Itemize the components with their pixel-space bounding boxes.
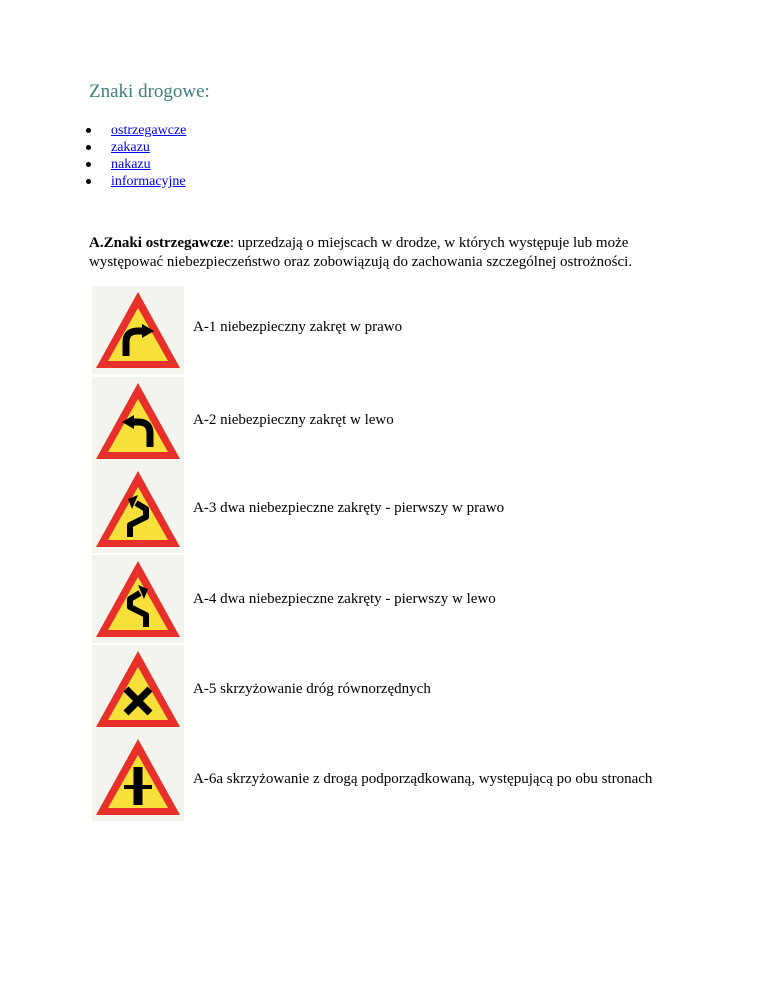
sign-row xyxy=(92,555,732,645)
intro-heading: A.Znaki ostrzegawcze xyxy=(89,235,230,251)
sign-label: A-6a skrzyżowanie z drogą podporządkowaną, występującą po obu stronach xyxy=(193,771,653,787)
link-zakazu[interactable]: zakazu xyxy=(111,140,150,155)
sign-row xyxy=(92,645,732,735)
list-item xyxy=(111,156,186,173)
link-informacyjne[interactable]: informacyjne xyxy=(111,174,186,189)
link-ostrzegawcze[interactable]: ostrzegawcze xyxy=(111,123,187,138)
link-list xyxy=(111,122,186,190)
list-item xyxy=(111,122,186,139)
sign-row xyxy=(92,465,732,555)
sign-row xyxy=(92,377,732,467)
double-curve-right-icon xyxy=(92,465,184,553)
sign-row xyxy=(92,286,732,376)
sign-label: A-2 niebezpieczny zakręt w lewo xyxy=(193,412,394,428)
page-title: Znaki drogowe: xyxy=(89,81,210,102)
link-nakazu[interactable]: nakazu xyxy=(111,157,151,172)
curve-left-icon xyxy=(92,377,184,465)
list-item xyxy=(111,139,186,156)
curve-right-icon xyxy=(92,286,184,374)
sign-label: A-1 niebezpieczny zakręt w prawo xyxy=(193,319,403,335)
priority-crossroad-icon xyxy=(92,733,184,821)
sign-label: A-4 dwa niebezpieczne zakręty - pierwszy w lewo xyxy=(193,591,496,607)
intro-text: : uprzedzają o miejscach w drodze, w których występuje lub może występować niebezpieczeństwo oraz zobowiązują do zachowania szczególnej ostrożności. xyxy=(89,235,633,270)
crossroads-icon xyxy=(92,645,184,733)
sign-label: A-3 dwa niebezpieczne zakręty - pierwszy w prawo xyxy=(193,500,505,516)
intro-paragraph xyxy=(89,234,689,272)
sign-row xyxy=(92,733,732,823)
double-curve-left-icon xyxy=(92,555,184,643)
list-item xyxy=(111,173,186,190)
sign-label: A-5 skrzyżowanie dróg równorzędnych xyxy=(193,681,431,697)
